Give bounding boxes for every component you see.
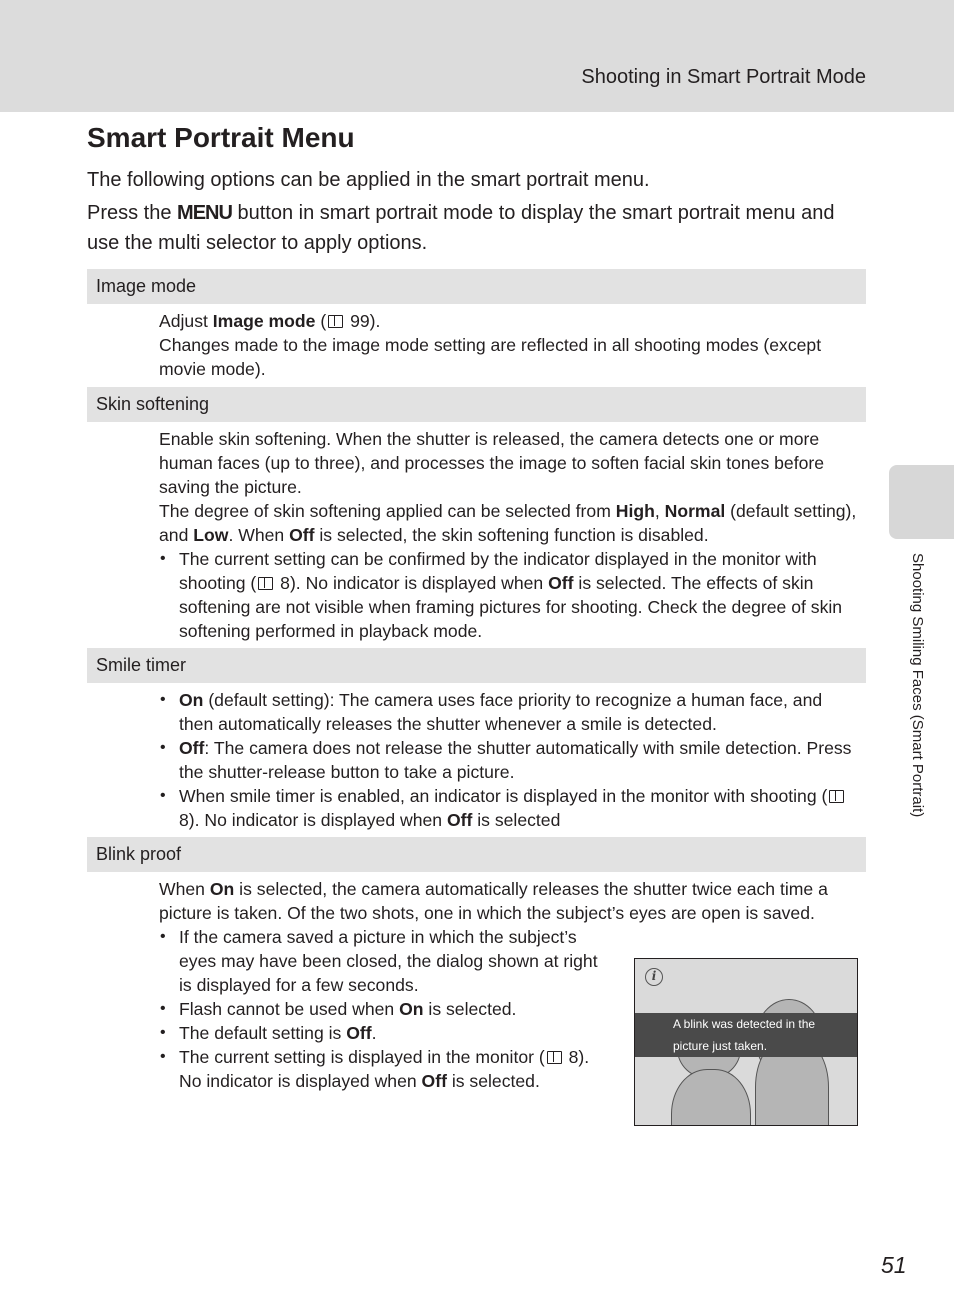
chapter-side-label: Shooting Smiling Faces (Smart Portrait) [909, 553, 926, 818]
list-item: • If the camera saved a picture in which the subject’s eyes may have been closed, the dialog shown at right is displayed for a few seconds. [159, 925, 599, 997]
dialog-message: A blink was detected in the picture just taken. [635, 1013, 857, 1057]
page-title: Smart Portrait Menu [87, 122, 355, 153]
book-ref-icon [258, 577, 273, 590]
smile-timer-body [159, 688, 859, 832]
chapter-tab [889, 465, 954, 539]
skin-softening-description: Enable skin softening. When the shutter is released, the camera detects one or more human faces (up to three), and processes the image to soften facial skin tones before saving the picture. [159, 429, 825, 497]
skin-softening-body [159, 427, 859, 643]
list-item: • The current setting is displayed in the monitor ( 8). No indicator is displayed when Off is selected. [159, 1045, 599, 1093]
intro-press-menu: Press the MENU button in smart portrait mode to display the smart portrait menu and use the multi selector to apply options. [87, 202, 835, 254]
blink-proof-description: When On is selected, the camera automatically releases the shutter twice each time a picture is taken. Of the two shots, one in which the subject’s eyes are open is saved. [159, 879, 828, 923]
section-header-blink-proof: Blink proof [87, 837, 866, 872]
list-item: • On (default setting): The camera uses face priority to recognize a human face, and then automatically releases the shutter whenever a smile is detected. [159, 688, 859, 736]
section-header-skin-softening: Skin softening [87, 387, 866, 422]
list-item: • The default setting is Off. [159, 1021, 599, 1045]
blink-proof-notes [159, 925, 599, 1093]
skin-softening-notes [159, 547, 859, 643]
list-item: • When smile timer is enabled, an indicator is displayed in the monitor with shooting ( 8). No indicator is displayed when Off is selected [159, 784, 859, 832]
book-ref-icon [328, 315, 343, 328]
book-ref-icon [547, 1051, 562, 1064]
list-item: • The current setting can be confirmed by the indicator displayed in the monitor with shooting ( 8). No indicator is displayed when Off is selected. The effects of skin softening are not visible when framing pictures for shooting. Check the degree of skin softening performed in playback mode. [159, 547, 859, 643]
info-icon: i [645, 968, 663, 986]
blink-warning-dialog-illustration [634, 958, 858, 1126]
skin-softening-degree: The degree of skin softening applied can be selected from High, Normal (default setting), and Low. When Off is selected, the skin softening function is disabled. [159, 501, 857, 545]
running-header: Shooting in Smart Portrait Mode [581, 66, 866, 88]
list-item: • Flash cannot be used when On is selected. [159, 997, 599, 1021]
image-mode-changes: Changes made to the image mode setting are reflected in all shooting modes (except movie mode). [159, 335, 822, 379]
smile-timer-options [159, 688, 859, 832]
book-ref-icon [829, 790, 844, 803]
menu-button-icon: MENU [177, 202, 232, 224]
header-band [0, 0, 954, 112]
page-number: 51 [881, 1252, 907, 1278]
image-mode-body [159, 309, 859, 381]
section-header-image-mode: Image mode [87, 269, 866, 304]
section-header-smile-timer: Smile timer [87, 648, 866, 683]
image-mode-adjust: Adjust Image mode ( 99). [159, 311, 381, 331]
list-item: • Off: The camera does not release the shutter automatically with smile detection. Press the shutter-release button to take a picture. [159, 736, 859, 784]
intro-line: The following options can be applied in the smart portrait menu. [87, 169, 650, 191]
person-body-left [671, 1069, 751, 1126]
